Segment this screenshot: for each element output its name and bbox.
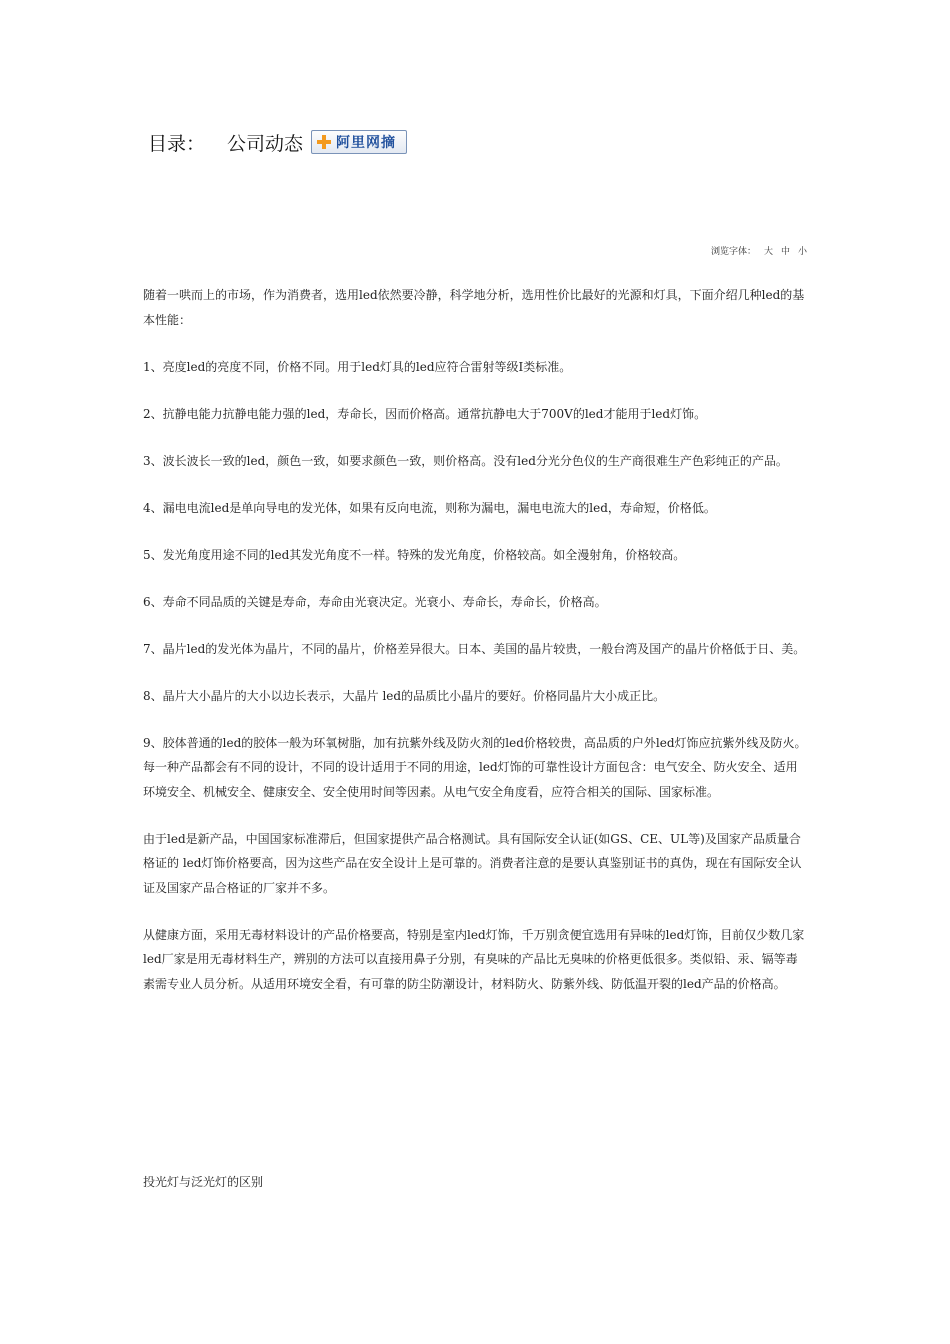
article-paragraph: 1、亮度led的亮度不同，价格不同。用于led灯具的led应符合雷射等级Ⅰ类标准。: [143, 359, 572, 374]
article-body: [143, 283, 808, 1019]
article-paragraph: 7、晶片led的发光体为晶片，不同的晶片，价格差异很大。日本、美国的晶片较贵，一般台湾及国产的晶片价格低于日、美。: [143, 641, 806, 656]
article-paragraph: 从健康方面，采用无毒材料设计的产品价格要高，特别是室内led灯饰，千万别贪便宜选用有异味的led灯饰，目前仅少数几家 led厂家是用无毒材料生产，辨别的方法可以直接用鼻子分别，有臭味的产品比无臭味的价格更低很多。类似铅、汞、镉等毒素需专业人员分析。从适用环境安全看，有可靠的防尘防潮设计，材料防火、防紫外线、防低温开裂的led产品的价格高。: [143, 927, 805, 991]
font-size-medium-link[interactable]: 中: [780, 247, 790, 257]
article-paragraph: 8、晶片大小晶片的大小以边长表示，大晶片 led的品质比小晶片的要好。价格同晶片大小成正比。: [143, 688, 666, 703]
title-row: [148, 128, 407, 156]
ali-share-label: 阿里网摘: [336, 135, 397, 151]
article-paragraph: 由于led是新产品，中国国家标准滞后，但国家提供产品合格测试。具有国际安全认证(如GS、CE、UL等)及国家产品质量合格证的 led灯饰价格要高，因为这些产品在安全设计上是可靠的。消费者注意的是要认真鉴别证书的真伪，现在有国际安全认证及国家产品合格证的厂家并不多。: [143, 831, 802, 895]
article-paragraph: 9、胶体普通的led的胶体一般为环氧树脂，加有抗紫外线及防火剂的led价格较贵，高品质的户外led灯饰应抗紫外线及防火。每一种产品都会有不同的设计，不同的设计适用于不同的用途，led灯饰的可靠性设计方面包含：电气安全、防火安全、适用环境安全、机械安全、健康安全、安全使用时间等因素。从电气安全角度看，应符合相关的国际、国家标准。: [143, 735, 807, 799]
font-size-selector: [711, 244, 807, 257]
article-paragraph: 3、波长波长一致的led，颜色一致，如要求颜色一致，则价格高。没有led分光分色仪的生产商很难生产色彩纯正的产品。: [143, 453, 788, 468]
font-size-label: 浏览字体：: [710, 247, 756, 257]
related-article-title: 投光灯与泛光灯的区别: [143, 1175, 264, 1189]
ali-share-button[interactable]: [311, 130, 407, 154]
article-paragraph: 5、发光角度用途不同的led其发光角度不一样。特殊的发光角度，价格较高。如全漫射角，价格较高。: [143, 547, 686, 562]
article-paragraph: 6、寿命不同品质的关键是寿命，寿命由光衰决定。光衰小、寿命长，寿命长，价格高。: [143, 594, 607, 609]
article-paragraph: 随着一哄而上的市场，作为消费者，选用led依然要冷静，科学地分析，选用性价比最好的光源和灯具，下面介绍几种led的基本性能：: [143, 288, 805, 327]
font-size-large-link[interactable]: 大: [763, 247, 773, 257]
plus-icon: [316, 134, 332, 150]
article-paragraph: 4、漏电电流led是单向导电的发光体，如果有反向电流，则称为漏电，漏电电流大的led，寿命短，价格低。: [143, 500, 716, 515]
font-size-small-link[interactable]: 小: [797, 247, 807, 257]
article-paragraph: 2、抗静电能力抗静电能力强的led，寿命长，因而价格高。通常抗静电大于700V的led才能用于led灯饰。: [143, 406, 707, 421]
category-title: 公司动态: [227, 132, 304, 155]
directory-label: 目录：: [148, 132, 206, 155]
